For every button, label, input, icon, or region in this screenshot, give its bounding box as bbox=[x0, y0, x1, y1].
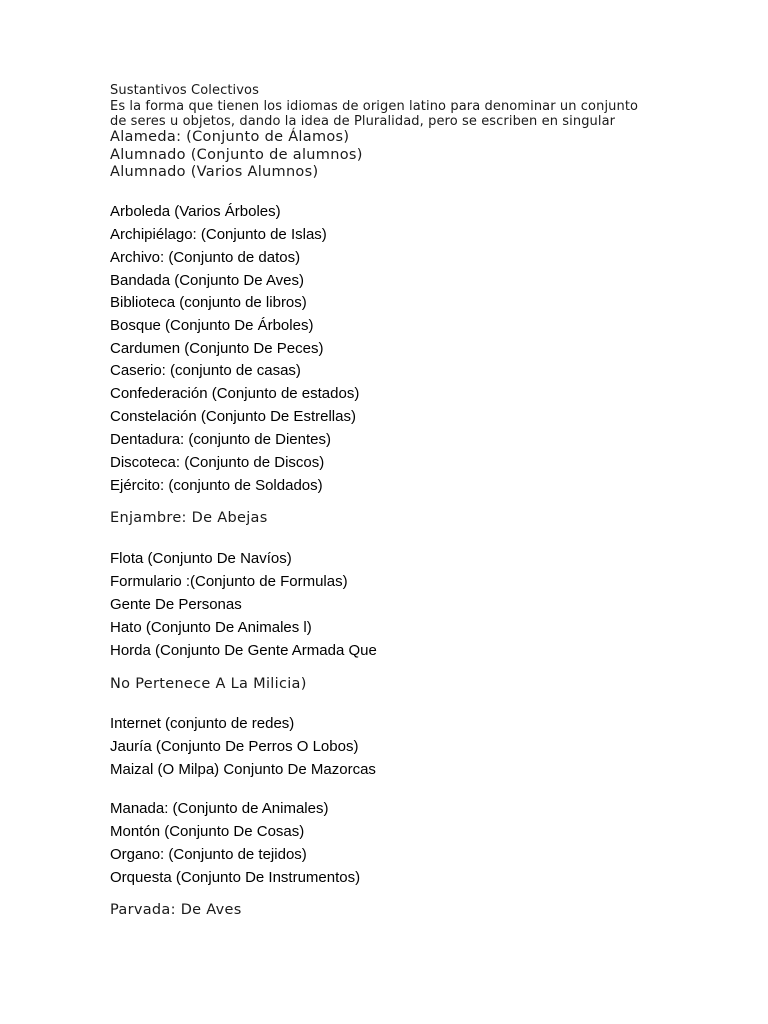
intro-line: Es la forma que tienen los idiomas de origen latino para denominar un conjunto bbox=[110, 99, 639, 114]
list-item: Gente De Personas bbox=[110, 596, 242, 613]
list-item: Alameda: (Conjunto de Álamos) bbox=[110, 129, 350, 145]
list-item: Archipiélago: (Conjunto de Islas) bbox=[110, 226, 327, 243]
list-item: Flota (Conjunto De Navíos) bbox=[110, 550, 292, 567]
list-item: Formulario :(Conjunto de Formulas) bbox=[110, 573, 348, 590]
list-item: Archivo: (Conjunto de datos) bbox=[110, 249, 301, 266]
list-item: Dentadura: (conjunto de Dientes) bbox=[110, 431, 331, 448]
list-item: Internet (conjunto de redes) bbox=[110, 715, 295, 732]
list-item: Manada: (Conjunto de Animales) bbox=[110, 800, 329, 817]
list-item: Biblioteca (conjunto de libros) bbox=[110, 294, 307, 311]
list-item: Parvada: De Aves bbox=[110, 902, 242, 918]
list-item: Bosque (Conjunto De Árboles) bbox=[110, 317, 314, 334]
list-item: Cardumen (Conjunto De Peces) bbox=[110, 340, 324, 357]
list-item: Montón (Conjunto De Cosas) bbox=[110, 823, 305, 840]
intro-line: de seres u objetos, dando la idea de Pluralidad, pero se escriben en singular bbox=[110, 114, 616, 129]
list-item: Enjambre: De Abejas bbox=[110, 510, 268, 526]
list-item: Horda (Conjunto De Gente Armada Que bbox=[110, 642, 377, 659]
list-item: Orquesta (Conjunto De Instrumentos) bbox=[110, 869, 361, 886]
list-item: Maizal (O Milpa) Conjunto De Mazorcas bbox=[110, 761, 376, 778]
document-title: Sustantivos Colectivos bbox=[110, 83, 259, 98]
list-item: Discoteca: (Conjunto de Discos) bbox=[110, 454, 325, 471]
list-item: Alumnado (Varios Alumnos) bbox=[110, 164, 319, 180]
list-item: Confederación (Conjunto de estados) bbox=[110, 385, 360, 402]
list-item: Organo: (Conjunto de tejidos) bbox=[110, 846, 307, 863]
list-item: Arboleda (Varios Árboles) bbox=[110, 203, 281, 220]
list-item: Hato (Conjunto De Animales l) bbox=[110, 619, 312, 636]
list-item: Ejército: (conjunto de Soldados) bbox=[110, 477, 323, 494]
list-item: Jauría (Conjunto De Perros O Lobos) bbox=[110, 738, 359, 755]
list-item: Bandada (Conjunto De Aves) bbox=[110, 272, 305, 289]
list-item: No Pertenece A La Milicia) bbox=[110, 676, 307, 692]
list-item: Caserio: (conjunto de casas) bbox=[110, 362, 301, 379]
list-item: Constelación (Conjunto De Estrellas) bbox=[110, 408, 356, 425]
list-item: Alumnado (Conjunto de alumnos) bbox=[110, 147, 363, 163]
